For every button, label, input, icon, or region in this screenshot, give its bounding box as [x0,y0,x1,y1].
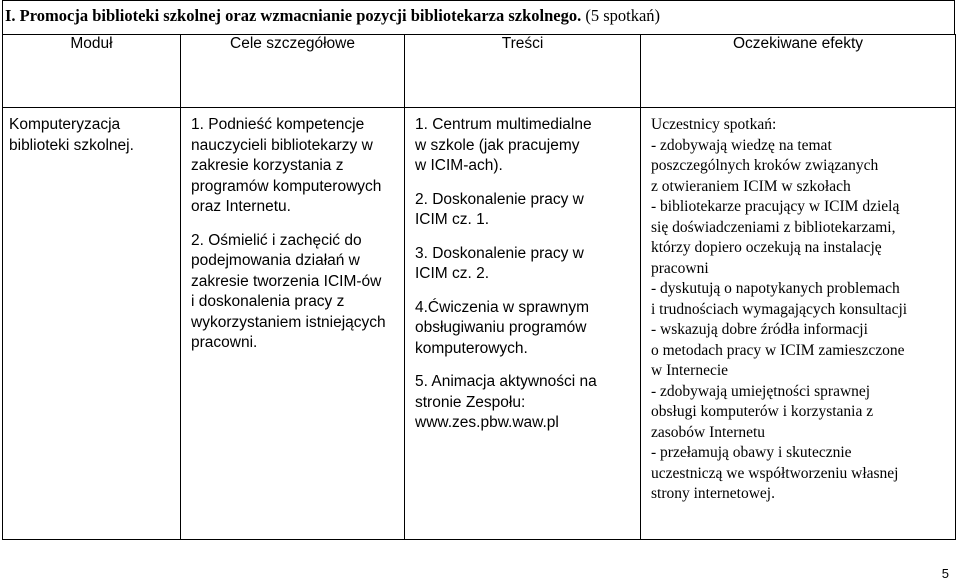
goal-line: pracowni. [191,334,258,351]
content-line: komputerowych. [415,339,528,357]
effect-line: poszczególnych kroków związanych [651,157,879,174]
effect-line: i trudnościach wymagających konsultacji [651,300,908,318]
effect-line: - zdobywają wiedzę na temat [651,136,832,154]
meeting-count: (5 spotkań) [581,6,661,25]
effect-line: się doświadczeniami z bibliotekarzami, [651,218,896,236]
content-item [415,298,635,360]
content-line: w ICIM-ach). [415,157,503,174]
effect-line: o metodach pracy w ICIM zamieszczone [651,341,905,359]
goal-line: podejmowania działań w [191,252,360,269]
content-item [415,244,635,285]
goals-cell [181,108,405,540]
goal-item [191,115,399,218]
section-title: I. Promocja biblioteki szkolnej oraz wzmacnianie pozycji bibliotekarza szkolnego. [5,6,582,25]
effect-line: - zdobywają umiejętności sprawnej [651,382,871,400]
content-item [415,372,635,434]
goal-line: wykorzystaniem istniejących [191,313,386,331]
section-heading [2,0,955,34]
table-row [3,108,956,540]
header-goals: Cele szczegółowe [181,35,405,108]
effect-line: - wskazują dobre źródła informacji [651,321,868,338]
table-header-row [3,35,956,108]
goal-line: zakresie tworzenia ICIM-ów [191,272,382,290]
effect-line: - dyskutują o napotykanych problemach [651,280,900,297]
effect-line: Uczestnicy spotkań: [651,116,777,133]
page-number: 5 [941,566,949,581]
goal-line: 2. Ośmielić i zachęcić do [191,231,362,249]
goal-line: nauczycieli bibliotekarzy w [191,136,373,154]
goal-line: 1. Podnieść kompetencje [191,116,365,133]
content-line: 3. Doskonalenie pracy w [415,244,584,262]
header-effects: Oczekiwane efekty [641,35,956,108]
content-line: 2. Doskonalenie pracy w [415,190,584,208]
effect-line: - bibliotekarze pracujący w ICIM dzielą [651,198,900,215]
content-item [415,190,635,231]
header-module: Moduł [3,35,181,108]
effect-line: strony internetowej. [651,485,775,502]
goal-line: oraz Internetu. [191,198,291,215]
contents-cell [405,108,641,540]
goal-line: i doskonalenia pracy z [191,293,345,310]
content-line: ICIM cz. 1. [415,211,490,228]
goal-line: programów komputerowych [191,177,382,195]
module-cell [3,108,181,540]
module-line: Komputeryzacja [9,116,121,133]
effects-cell [641,108,956,540]
content-item [415,115,635,177]
effect-line: w Internecie [651,362,729,379]
content-line: 5. Animacja aktywności na [415,373,597,390]
goal-item [191,231,399,354]
content-line: 1. Centrum multimedialne [415,116,592,133]
effects-list [641,108,955,505]
effect-line: zasobów Internetu [651,423,766,441]
content-line: www.zes.pbw.waw.pl [415,414,559,431]
content-line: 4.Ćwiczenia w sprawnym [415,298,589,316]
module-line: biblioteki szkolnej. [9,136,134,154]
effect-line: uczestniczą we współtworzeniu własnej [651,464,899,482]
content-line: obsługiwaniu programów [415,319,587,336]
content-line: w szkole (jak pracujemy [415,136,580,154]
goal-line: zakresie korzystania z [191,157,344,174]
effect-line: pracowni [651,259,709,277]
content-line: stronie Zespołu: [415,393,526,411]
program-table [2,34,956,540]
effect-line: obsługi komputerów i korzystania z [651,403,874,420]
effect-line: - przełamują obawy i skutecznie [651,444,852,461]
content-line: ICIM cz. 2. [415,265,490,282]
effect-line: z otwieraniem ICIM w szkołach [651,177,851,195]
header-contents: Treści [405,35,641,108]
effect-line: którzy dopiero oczekują na instalację [651,239,882,256]
